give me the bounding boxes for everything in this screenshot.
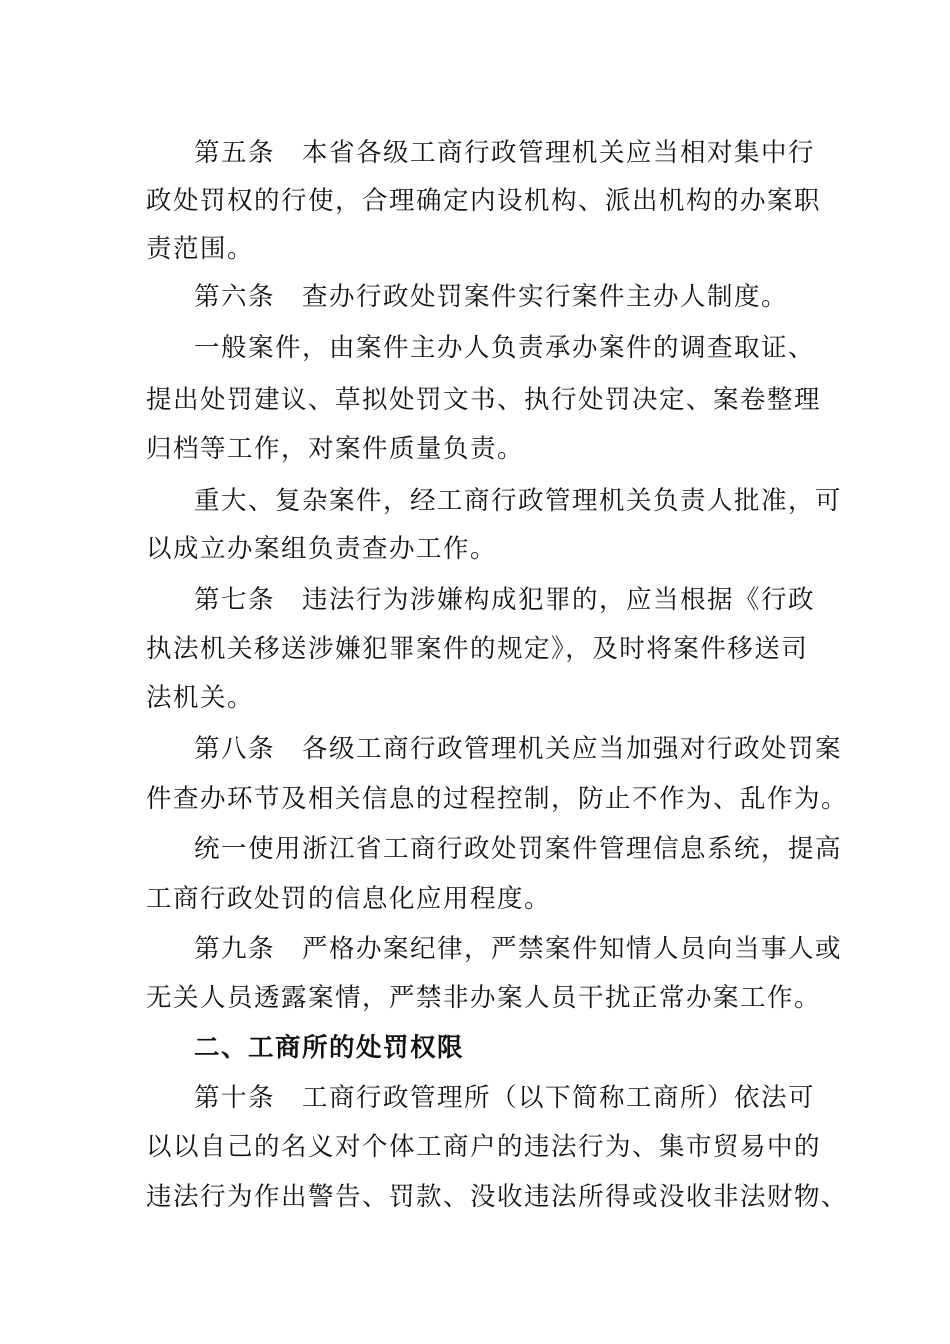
article-8-para-2-line-2: 工商行政处罚的信息化应用程度。 xyxy=(146,884,552,914)
article-6-para-3-line-1: 重大、复杂案件，经工商行政管理机关负责人批准，可 xyxy=(194,486,843,516)
article-6-line-1: 第六条 查办行政处罚案件实行案件主办人制度。 xyxy=(194,282,789,312)
article-6-para-2-line-1: 一般案件，由案件主办人负责承办案件的调查取证、 xyxy=(194,333,816,363)
article-5-line-3: 责范围。 xyxy=(146,234,255,264)
article-5-line-1: 第五条 本省各级工商行政管理机关应当相对集中行 xyxy=(194,138,816,168)
article-10-line-2: 以以自己的名义对个体工商户的违法行为、集市贸易中的 xyxy=(146,1132,822,1162)
article-8-para-2-line-1: 统一使用浙江省工商行政处罚案件管理信息系统，提高 xyxy=(194,834,843,864)
article-9-line-2: 无关人员透露案情，严禁非办案人员干扰正常办案工作。 xyxy=(146,983,822,1013)
section-heading: 二、工商所的处罚权限 xyxy=(194,1033,465,1063)
article-7-line-1: 第七条 违法行为涉嫌构成犯罪的，应当根据《行政 xyxy=(194,585,816,615)
article-10-line-1: 第十条 工商行政管理所（以下简称工商所）依法可 xyxy=(194,1083,816,1113)
article-7-line-3: 法机关。 xyxy=(146,683,255,713)
article-7-line-2: 执法机关移送涉嫌犯罪案件的规定》，及时将案件移送司 xyxy=(146,634,809,664)
article-8-line-1: 第八条 各级工商行政管理机关应当加强对行政处罚案 xyxy=(194,734,843,764)
article-6-para-2-line-2: 提出处罚建议、草拟处罚文书、执行处罚决定、案卷整理 xyxy=(146,385,822,415)
article-6-para-2-line-3: 归档等工作，对案件质量负责。 xyxy=(146,434,525,464)
article-10-line-3: 违法行为作出警告、罚款、没收违法所得或没收非法财物、 xyxy=(146,1182,849,1212)
article-5-line-2: 政处罚权的行使，合理确定内设机构、派出机构的办案职 xyxy=(146,186,822,216)
article-9-line-1: 第九条 严格办案纪律，严禁案件知情人员向当事人或 xyxy=(194,934,843,964)
article-6-para-3-line-2: 以成立办案组负责查办工作。 xyxy=(146,534,498,564)
article-8-line-2: 件查办环节及相关信息的过程控制，防止不作为、乱作为。 xyxy=(146,784,849,814)
